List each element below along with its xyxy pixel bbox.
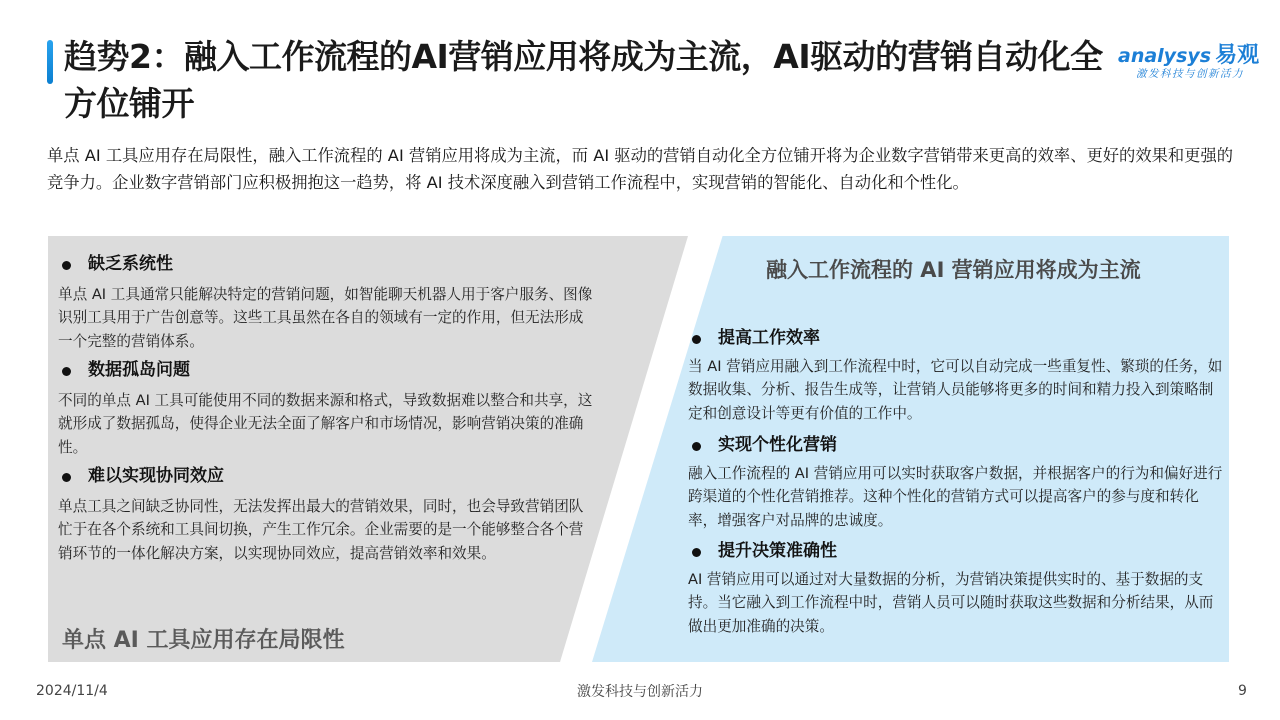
title-accent-bar xyxy=(47,40,53,84)
bullet-icon xyxy=(692,442,701,451)
right-panel-title: 融入工作流程的 AI 营销应用将成为主流 xyxy=(766,258,1141,282)
right-item-3-heading xyxy=(688,538,1226,564)
left-item-1-text: 单点 AI 工具通常只能解决特定的营销问题，如智能聊天机器人用于客户服务、图像识别工具用于广告创意等。这些工具虽然在各自的领域有一定的作用，但无法形成一个完整的营销体系。 xyxy=(58,286,593,350)
intro-paragraph: 单点 AI 工具应用存在局限性，融入工作流程的 AI 营销应用将成为主流，而 AI 驱动的营销自动化全方位铺开将为企业数字营销带来更高的效率、更好的效果和更强的竞争力。企业数字营销部门应积极拥抱这一趋势，将 AI 技术深度融入到营销工作流程中，实现营销的智能化、自动化和个性化。 xyxy=(47,146,1234,192)
right-item-1 xyxy=(688,325,1226,425)
right-item-1-heading xyxy=(688,325,1226,351)
left-item-2-heading-text: 数据孤岛问题 xyxy=(88,360,190,380)
bullet-icon xyxy=(62,367,71,376)
page-title: 趋势2：融入工作流程的AI营销应用将成为主流，AI驱动的营销自动化全方位铺开 xyxy=(64,37,1103,123)
right-item-2-heading-text: 实现个性化营销 xyxy=(718,435,837,455)
left-item-3 xyxy=(58,463,593,565)
right-item-2-text: 融入工作流程的 AI 营销应用可以实时获取客户数据，并根据客户的行为和偏好进行跨渠道的个性化营销推荐。这种个性化的营销方式可以提高客户的参与度和转化率，增强客户对品牌的忠诚度。 xyxy=(688,465,1223,529)
bullet-icon xyxy=(62,473,71,482)
logo-brand-text: analysys xyxy=(1118,45,1212,67)
left-item-1 xyxy=(58,251,593,353)
page-number: 9 xyxy=(1238,683,1247,699)
left-item-2-text: 不同的单点 AI 工具可能使用不同的数据来源和格式，导致数据难以整合和共享，这就形成了数据孤岛，使得企业无法全面了解客户和市场情况，影响营销决策的准确性。 xyxy=(58,392,593,456)
left-item-3-text: 单点工具之间缺乏协同性，无法发挥出最大的营销效果，同时，也会导致营销团队忙于在各个系统和工具间切换，产生工作冗余。企业需要的是一个能够整合各个营销环节的一体化解决方案，以实现协同效应，提高营销效率和效果。 xyxy=(58,498,584,562)
logo-brand-cn: 易观 xyxy=(1215,43,1260,68)
logo-tagline: 激发科技与创新活力 xyxy=(1136,68,1244,80)
left-item-3-heading-text: 难以实现协同效应 xyxy=(88,466,224,486)
bullet-icon xyxy=(692,335,701,344)
footer-tagline: 激发科技与创新活力 xyxy=(577,684,703,700)
logo-wordmark xyxy=(1118,38,1259,69)
right-item-3-heading-text: 提升决策准确性 xyxy=(718,541,837,561)
bullet-icon xyxy=(692,548,701,557)
right-item-2 xyxy=(688,432,1226,532)
left-item-1-heading-text: 缺乏系统性 xyxy=(88,254,173,274)
left-item-2 xyxy=(58,357,593,459)
footer-date: 2024/11/4 xyxy=(36,683,108,699)
left-item-2-heading xyxy=(58,357,593,383)
right-item-3-text: AI 营销应用可以通过对大量数据的分析，为营销决策提供实时的、基于数据的支持。当它融入到工作流程中时，营销人员可以随时获取这些数据和分析结果，从而做出更加准确的决策。 xyxy=(688,571,1214,635)
analysys-logo xyxy=(1118,38,1258,84)
right-item-1-text: 当 AI 营销应用融入到工作流程中时，它可以自动完成一些重复性、繁琐的任务，如数据收集、分析、报告生成等，让营销人员能够将更多的时间和精力投入到策略制定和创意设计等更有价值的工作中。 xyxy=(688,358,1223,422)
left-item-1-heading xyxy=(58,251,593,277)
right-item-3 xyxy=(688,538,1226,638)
right-item-1-heading-text: 提高工作效率 xyxy=(718,328,820,348)
right-item-2-heading xyxy=(688,432,1226,458)
bullet-icon xyxy=(62,261,71,270)
left-panel-caption: 单点 AI 工具应用存在局限性 xyxy=(62,628,345,653)
left-item-3-heading xyxy=(58,463,593,489)
